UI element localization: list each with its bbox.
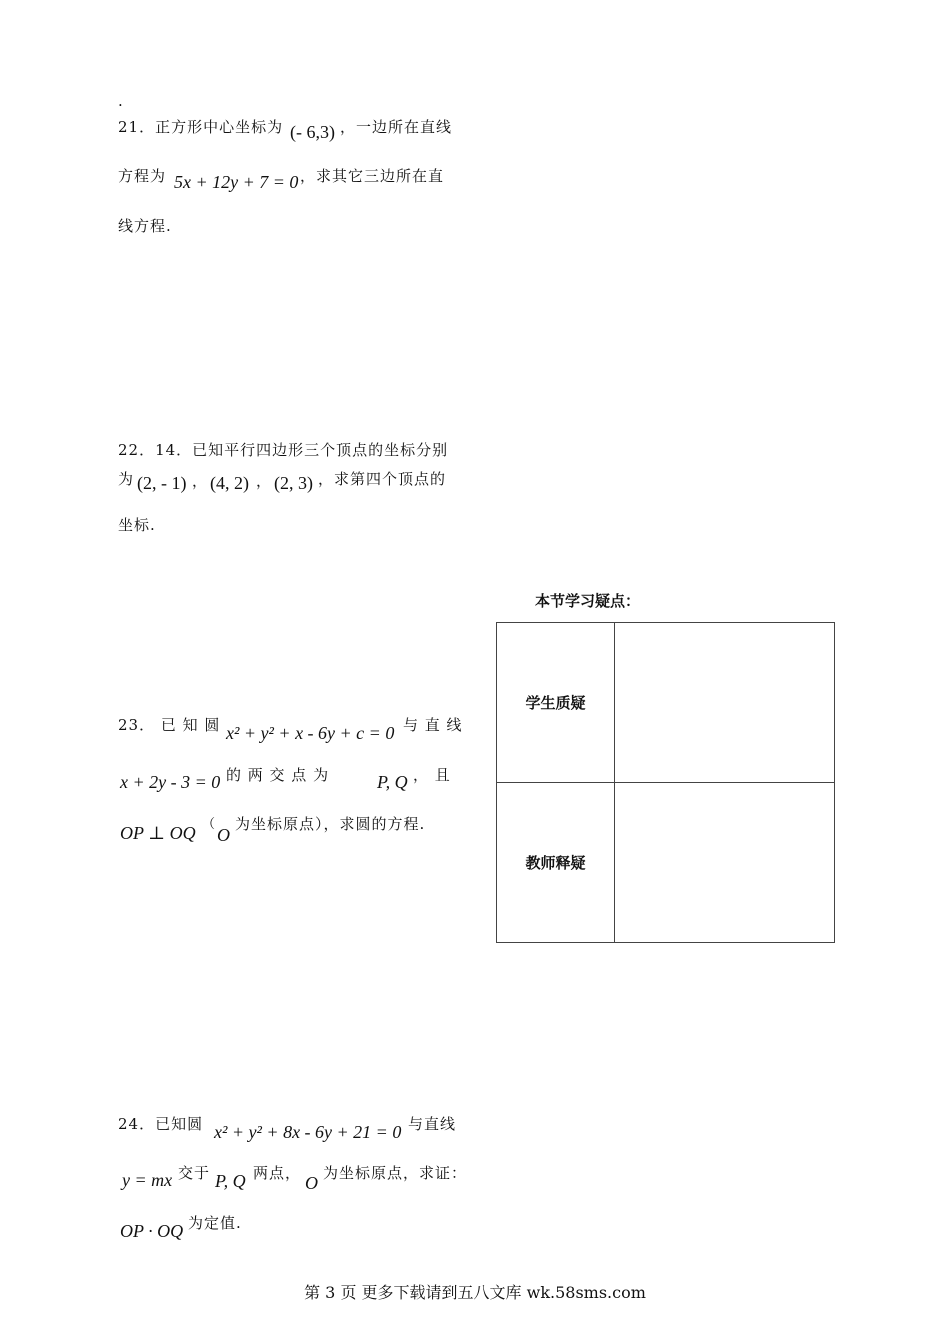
teacher-answers-cell[interactable] [615, 783, 835, 943]
q22-point-3: (2, 3) [274, 473, 313, 493]
q21-line2-tail: ，求其它三边所在直 [300, 167, 445, 185]
page-footer: 第 3 页 更多下载请到五八文库 wk.58sms.com [304, 1283, 646, 1302]
q21-line2-text: 方程为 [118, 167, 167, 185]
q22-line3-text: 坐标. [118, 516, 156, 534]
q22-line2-text: 为 [118, 470, 135, 488]
q24-line1-tail: 与直线 [408, 1115, 457, 1133]
doubts-row-teacher [497, 783, 835, 943]
q22-point-2: (4, 2) [210, 473, 249, 493]
q23-perpendicular: OP ⊥ OQ [120, 823, 196, 843]
q21-line1-text: 21．正方形中心坐标为 [118, 118, 284, 136]
q24-line2-tail: 为坐标原点，求证： [323, 1164, 468, 1182]
student-questions-label: 学生质疑 [497, 623, 615, 783]
q21-line3-text: 线方程. [118, 217, 172, 235]
top-mark: . [118, 92, 124, 110]
q24-origin-o: O [305, 1173, 318, 1193]
doubts-title: 本节学习疑点： [535, 592, 641, 610]
q24-line1-text: 24．已知圆 [118, 1115, 204, 1133]
q22-sep-2: ， [256, 472, 273, 490]
q21-line-equation: 5x + 12y + 7 = 0 [174, 172, 299, 192]
q23-paren-open: （ [202, 817, 217, 832]
doubts-row-student [497, 623, 835, 783]
q24-dot-product: OP · OQ [120, 1221, 184, 1241]
q23-origin-o: O [217, 825, 230, 845]
q24-line-equation: y = mx [122, 1170, 173, 1190]
q21-line1-tail: ，一边所在直线 [340, 118, 453, 136]
q23-line2-tail: ， 且 [413, 766, 451, 784]
q21-center-coordinate: (- 6,3) [290, 122, 335, 142]
q23-line-equation: x + 2y - 3 = 0 [120, 772, 221, 792]
teacher-answers-label: 教师释疑 [497, 783, 615, 943]
q22-point-1: (2, - 1) [137, 473, 187, 493]
q24-line2-mid: 两点， [253, 1164, 302, 1182]
q24-circle-equation: x² + y² + 8x - 6y + 21 = 0 [214, 1122, 402, 1142]
q23-circle-equation: x² + y² + x - 6y + c = 0 [226, 723, 395, 743]
q23-line1-text: 23． 已 知 圆 [118, 716, 221, 734]
q22-line2-tail: ，求第四个顶点的 [318, 470, 447, 488]
q24-points-pq: P, Q [215, 1171, 246, 1191]
q24-line3-tail: 为定值. [188, 1214, 242, 1232]
q23-line1-tail: 与 直 线 [403, 716, 463, 734]
q23-line2-text: 的 两 交 点 为 [226, 766, 330, 784]
doubts-table [496, 622, 835, 943]
student-questions-cell[interactable] [615, 623, 835, 783]
q24-line2-text: 交于 [178, 1164, 211, 1182]
q23-points-pq: P, Q [377, 772, 408, 792]
q23-line3-tail: 为坐标原点），求圆的方程. [235, 815, 426, 833]
q22-sep-1: ， [192, 472, 209, 490]
q22-line1-text: 22．14．已知平行四边形三个顶点的坐标分别 [118, 441, 449, 459]
